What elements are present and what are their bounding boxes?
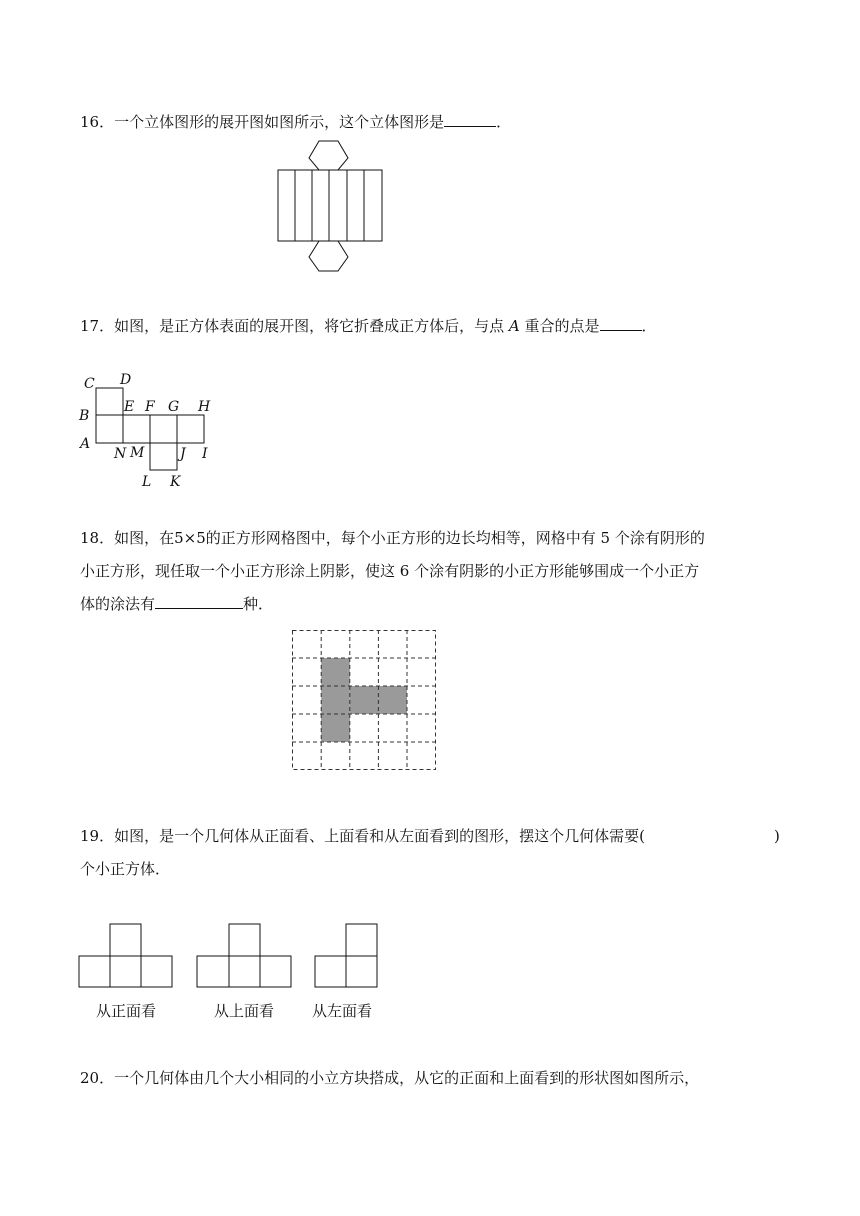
label-L: L — [142, 474, 152, 490]
question-16: 16．一个立体图形的展开图如图所示，这个立体图形是 ． — [80, 106, 790, 139]
top-hexagon — [309, 141, 348, 170]
bottom-hexagon — [309, 241, 348, 271]
label-G: G — [168, 399, 180, 415]
question-number: 20． — [80, 1069, 115, 1087]
grid-5x5-figure — [292, 630, 438, 772]
question-number: 16． — [80, 113, 115, 131]
answer-blank[interactable] — [600, 314, 642, 331]
shaded-square — [321, 658, 350, 686]
shaded-square — [350, 686, 379, 714]
question-number: 17． — [80, 317, 115, 335]
label-E: E — [124, 399, 135, 415]
answer-blank[interactable] — [444, 110, 496, 127]
question-20: 20．一个几何体由几个大小相同的小立方块搭成，从它的正面和上面看到的形状图如图所示， — [80, 1069, 700, 1087]
cube-net-figure — [76, 368, 226, 492]
caption-top-view: 从上面看 — [214, 1002, 275, 1020]
question-17: 17．如图，是正方体表面的展开图，将它折叠成正方体后，与点 A 重合的点是 ． — [80, 310, 790, 343]
label-F: F — [145, 399, 155, 415]
shaded-square — [321, 686, 350, 714]
left-view — [315, 924, 377, 987]
label-C: C — [84, 376, 95, 392]
lateral-rectangle — [278, 170, 382, 241]
question-text: 一个立体图形的展开图如图所示，这个立体图形是 — [114, 113, 445, 131]
prism-net-figure — [276, 138, 386, 274]
label-I: I — [202, 446, 208, 462]
label-B: B — [79, 408, 90, 424]
label-J: J — [180, 446, 186, 462]
question-number: 18． — [80, 529, 115, 547]
label-K: K — [170, 474, 181, 490]
label-H: H — [198, 399, 211, 415]
label-D: D — [120, 372, 132, 388]
three-views-figure — [76, 922, 382, 990]
label-N: N — [114, 446, 127, 462]
label-A: A — [80, 436, 91, 452]
label-M: M — [130, 445, 145, 461]
top-view — [197, 924, 291, 987]
question-number: 19． — [80, 827, 115, 845]
answer-blank[interactable] — [155, 592, 243, 609]
question-19: 19．如图，是一个几何体从正面看、上面看和从左面看到的图形，摆这个几何体需要( ) 个小正方体． — [80, 827, 780, 878]
front-view — [79, 924, 172, 987]
caption-front-view: 从正面看 — [96, 1002, 157, 1020]
question-18: 18．如图，在5×5的正方形网格图中，每个小正方形的边长均相等，网格中有 5 个涂有阴形的 小正方形，现任取一个小正方形涂上阴影，使这 6 个涂有阴影的小正方形能够围成一个小正方 体的涂法有 种． — [80, 529, 705, 613]
shaded-square — [378, 686, 407, 714]
caption-left-view: 从左面看 — [312, 1002, 373, 1020]
